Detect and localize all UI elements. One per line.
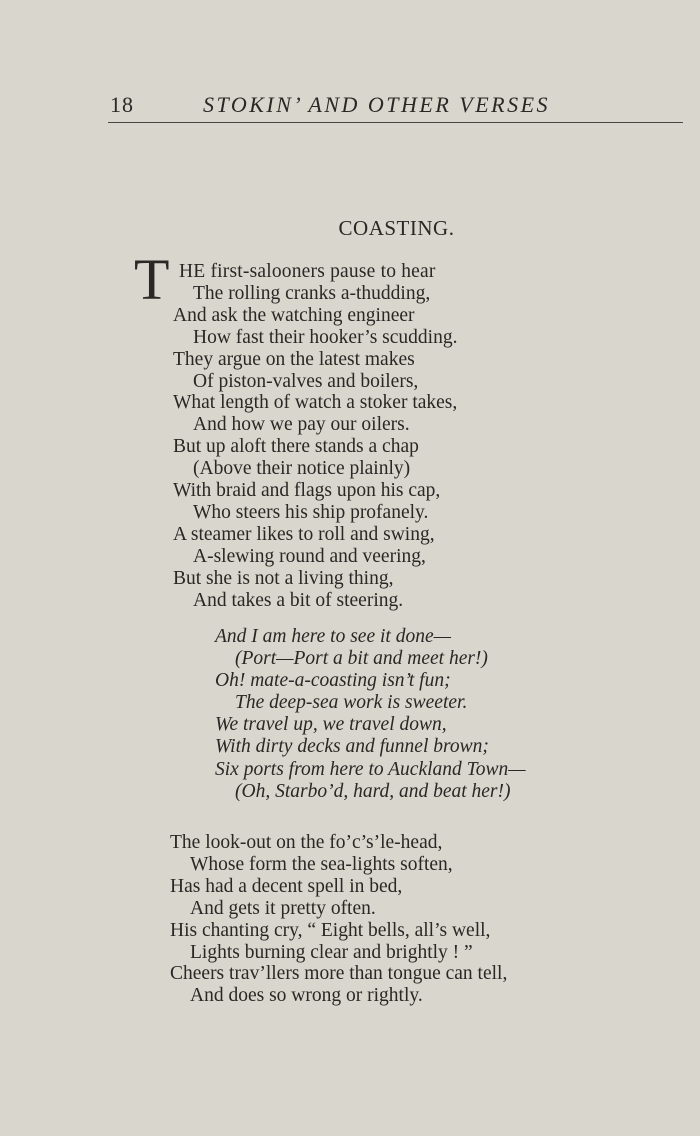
header-rule xyxy=(108,122,683,123)
poem-line: A steamer likes to roll and swing, xyxy=(173,523,435,545)
poem-line: What length of watch a stoker takes, xyxy=(173,392,458,414)
poem-line: They argue on the latest makes xyxy=(173,348,415,370)
poem-line: The rolling cranks a-thudding, xyxy=(193,282,431,304)
running-head: STOKIN’ AND OTHER VERSES xyxy=(203,92,551,117)
poem-line: HE first-salooners pause to hear xyxy=(179,261,436,282)
poem-line: His chanting cry, “ Eight bells, all’s well, xyxy=(170,919,491,941)
poem-line: But up aloft there stands a chap xyxy=(173,436,419,458)
poem-line: And takes a bit of steering. xyxy=(193,589,404,611)
poem-line: (Above their notice plainly) xyxy=(193,458,411,480)
refrain-stanza xyxy=(215,626,526,803)
refrain-line: (Oh, Starbo’d, hard, and beat her!) xyxy=(235,780,511,802)
poem-title: COASTING. xyxy=(338,216,455,240)
refrain-line: The deep-sea work is sweeter. xyxy=(235,692,468,714)
poem-line: Of piston-valves and boilers, xyxy=(193,370,419,392)
poem-line: A-slewing round and veering, xyxy=(193,545,426,567)
page-header xyxy=(0,92,700,132)
refrain-line: (Port—Port a bit and meet her!) xyxy=(235,648,488,670)
refrain-line: And I am here to see it done— xyxy=(215,626,451,647)
poem-line: And ask the watching engineer xyxy=(173,304,415,326)
poem-line: Whose form the sea-lights soften, xyxy=(190,853,453,875)
poem-line: And how we pay our oilers. xyxy=(193,414,410,436)
poem-line: The look-out on the fo’c’s’le-head, xyxy=(170,832,443,853)
poem-line: Has had a decent spell in bed, xyxy=(170,875,403,897)
stanza-1 xyxy=(173,261,457,612)
poem-line: Who steers his ship profanely. xyxy=(193,501,429,523)
refrain-line: With dirty decks and funnel brown; xyxy=(215,736,489,758)
poem-line: And gets it pretty often. xyxy=(190,897,376,919)
poem-line: And does so wrong or rightly. xyxy=(190,985,423,1007)
refrain-line: Six ports from here to Auckland Town— xyxy=(215,758,526,780)
stanza-3 xyxy=(170,832,507,1007)
refrain-line: We travel up, we travel down, xyxy=(215,714,447,736)
refrain-line: Oh! mate-a-coasting isn’t fun; xyxy=(215,670,451,692)
poem-line: But she is not a living thing, xyxy=(173,567,394,589)
drop-cap: T xyxy=(134,247,170,312)
poem-line: How fast their hooker’s scudding. xyxy=(193,326,458,348)
poem-line: With braid and flags upon his cap, xyxy=(173,480,441,502)
poem-line: Cheers trav’llers more than tongue can tell, xyxy=(170,963,508,985)
page-number: 18 xyxy=(110,92,134,117)
poem-line: Lights burning clear and brightly ! ” xyxy=(190,941,473,963)
